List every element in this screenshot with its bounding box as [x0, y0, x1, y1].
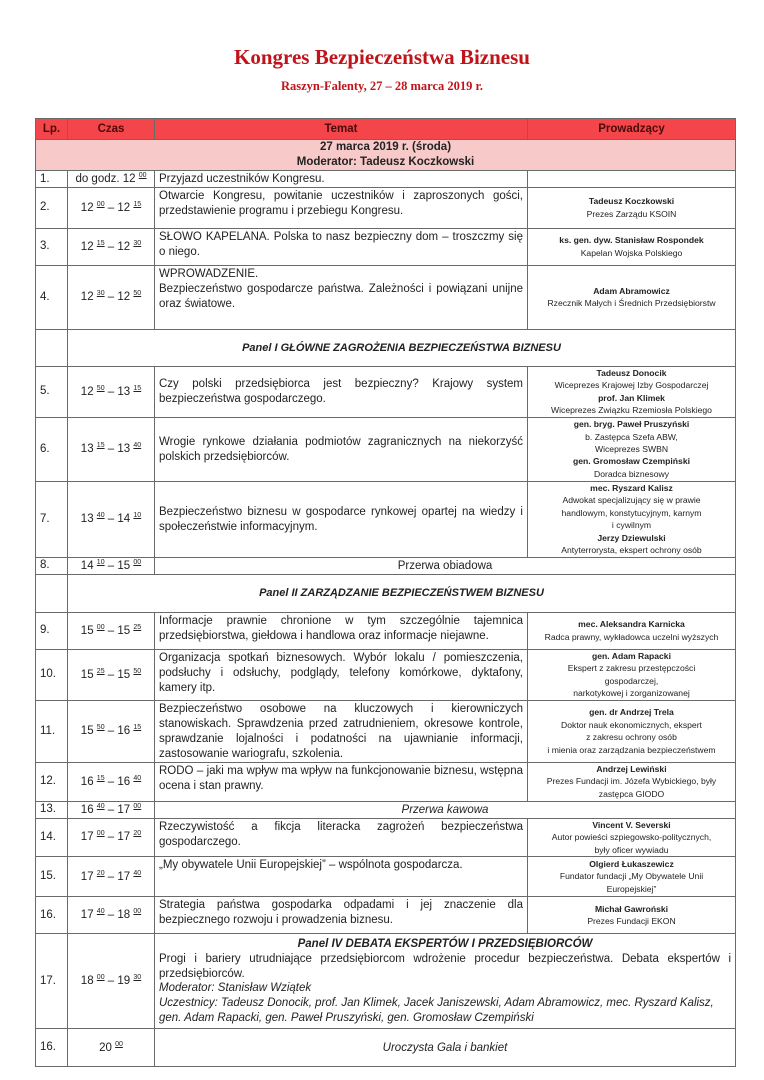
presenter-role: Wiceprezes Związku Rzemiosła Polskiego [551, 405, 712, 416]
panel-title: Panel II ZARZĄDZANIE BEZPIECZEŃSTWEM BIZNESU [68, 574, 736, 612]
row-topic: Strategia państwa gospodarka odpadami i jej znaczenie dla bezpiecznego rozwoju i prowadzenia biznesu. [155, 896, 528, 933]
presenter-name: gen. Gromosław Czempiński [573, 456, 690, 467]
program-table [35, 118, 736, 1067]
presenter-name: ks. gen. dyw. Stanisław Rospondek [559, 235, 704, 246]
day-moderator: Moderator: Tadeusz Koczkowski [296, 156, 475, 168]
row-topic: SŁOWO KAPELANA. Polska to nasz bezpieczny dom – troszczmy się o niego. [155, 228, 528, 265]
row-number: 6. [36, 417, 68, 481]
presenter-role: b. Zastępca Szefa ABW, [585, 431, 678, 442]
row-time: 16 $^{15}$ – 16 $^{40}$ [68, 762, 155, 801]
column-header-temat: Temat [155, 119, 528, 140]
presenter-name: Jerzy Dziewulski [597, 532, 666, 543]
row-number: 10. [36, 649, 68, 700]
table-row [36, 933, 736, 1028]
row-number: 4. [36, 265, 68, 329]
row-number: 3. [36, 228, 68, 265]
presenter-role: zastępca GIODO [598, 788, 665, 799]
row-time: 20 $^{00}$ [68, 1028, 155, 1066]
column-header-prowadzacy: Prowadzący [528, 119, 736, 140]
row-presenter [528, 187, 736, 228]
row-number: 16. [36, 1028, 68, 1066]
presenter-role: Prezes Fundacji im. Józefa Wybickiego, były [546, 776, 717, 787]
presenter-name: Andrzej Lewiński [596, 764, 667, 774]
table-row [36, 856, 736, 896]
row-time: 12 $^{15}$ – 12 $^{30}$ [68, 228, 155, 265]
row-topic: Organizacja spotkań biznesowych. Wybór lokalu / pomieszczenia, podsłuchy i odsłuchy, podglądy, telefony komórkowe, dyktafony, kamery itp. [155, 649, 528, 700]
presenter-name: mec. Aleksandra Karnicka [578, 619, 685, 630]
row-presenter [528, 265, 736, 329]
table-row [36, 818, 736, 856]
table-row [36, 1028, 736, 1066]
row-presenter [528, 171, 736, 188]
row-topic: Bezpieczeństwo biznesu w gospodarce rynkowej opartej na wiedzy i społeczeństwie informacyjnym. [155, 481, 528, 557]
presenter-role: Europejskiej” [606, 883, 657, 894]
presenter-role: Rzecznik Małych i Średnich Przedsiębiorstw [547, 298, 716, 309]
row-topic: RODO – jaki ma wpływ ma wpływ na funkcjonowanie biznesu, wstępna ocena i stan prawny. [155, 762, 528, 801]
row-number: 13. [36, 801, 68, 818]
panel-row [36, 574, 736, 612]
presenter-name: Olgierd Łukaszewicz [589, 858, 674, 869]
presenter-role: Wiceprezes Krajowej Izby Gospodarczej [554, 380, 709, 391]
row-presenter [528, 228, 736, 265]
document-subtitle: Raszyn-Falenty, 27 – 28 marca 2019 r. [280, 79, 484, 93]
presenter-role: Prezes Zarządu KSOIN [586, 208, 677, 219]
table-row [36, 896, 736, 933]
presenter-role: Doktor nauk ekonomicznych, ekspert [561, 719, 702, 730]
presenter-role: Prezes Fundacji EKON [587, 915, 676, 926]
presenter-role: Radca prawny, wykładowca uczelni wyższych [544, 631, 719, 642]
row-time: 17 $^{20}$ – 17 $^{40}$ [68, 856, 155, 896]
presenter-name: Michał Gawroński [594, 903, 669, 914]
row-time: 17 $^{00}$ – 17 $^{20}$ [68, 818, 155, 856]
presenter-role: i mienia oraz zarządzania bezpieczeństwem [547, 744, 716, 755]
row-number: 15. [36, 856, 68, 896]
row-number: 5. [36, 366, 68, 417]
row-presenter [528, 818, 736, 856]
row-time: 16 $^{40}$ – 17 $^{00}$ [68, 801, 155, 818]
row-time: 15 $^{25}$ – 15 $^{50}$ [68, 649, 155, 700]
presenter-role: Wiceprezes SWBN [594, 444, 669, 455]
panel-row [36, 329, 736, 366]
row-time: 14 $^{10}$ – 15 $^{00}$ [68, 557, 155, 574]
presenter-name: prof. Jan Klimek [598, 392, 665, 403]
presenter-role: Ekspert z zakresu przestępczości [567, 663, 696, 674]
row-presenter [528, 649, 736, 700]
row-number: 11. [36, 700, 68, 762]
presenter-name: Adam Abramowicz [593, 285, 670, 296]
presenter-role: Adwokat specjalizujący się w prawie [562, 495, 701, 506]
presenter-role: gospodarczej, [604, 675, 659, 686]
row-topic: Wrogie rynkowe działania podmiotów zagranicznych na niekorzyść polskich przedsiębiorców. [155, 417, 528, 481]
row-number: 1. [36, 171, 68, 188]
row-time: 17 $^{40}$ – 18 $^{00}$ [68, 896, 155, 933]
table-row [36, 265, 736, 329]
table-row [36, 557, 736, 574]
row-time: 15 $^{00}$ – 15 $^{25}$ [68, 612, 155, 649]
row-number: 2. [36, 187, 68, 228]
row-number: 16. [36, 896, 68, 933]
row-time: 13 $^{15}$ – 13 $^{40}$ [68, 417, 155, 481]
document-title: Kongres Bezpieczeństwa Biznesu [234, 45, 530, 69]
table-row [36, 481, 736, 557]
debate-moderator: Moderator: Stanisław Wziątek [159, 982, 312, 995]
row-time: 18 $^{00}$ – 19 $^{30}$ [68, 933, 155, 1028]
row-time: 15 $^{50}$ – 16 $^{15}$ [68, 700, 155, 762]
table-row [36, 612, 736, 649]
topic-text: Progi i bariery utrudniające przedsiębiorcom wdrożenie procedur bezpieczeństwa. Debata ekspertów i przedsiębiorców. [159, 952, 731, 980]
row-topic [155, 265, 528, 329]
row-presenter [528, 856, 736, 896]
table-row [36, 649, 736, 700]
row-topic: Czy polski przedsiębiorca jest bezpieczny? Krajowy system bezpieczeństwa gospodarczego. [155, 366, 528, 417]
break-label: Przerwa obiadowa [155, 557, 736, 574]
row-topic: Przyjazd uczestników Kongresu. [155, 171, 528, 188]
table-row [36, 762, 736, 801]
panel-title: Panel I GŁÓWNE ZAGROŻENIA BEZPIECZEŃSTWA BIZNESU [68, 329, 736, 366]
break-label: Przerwa kawowa [155, 801, 736, 818]
table-header-row [36, 119, 736, 140]
row-presenter [528, 896, 736, 933]
row-presenter [528, 612, 736, 649]
presenter-name: gen. Adam Rapacki [592, 650, 671, 661]
row-topic: Bezpieczeństwo osobowe na kluczowych i kierowniczych stanowiskach. Sprawdzenia przed zatrudnieniem, okresowe kontrole, sprawdzanie lojalności i podatności na ujawnianie informacji, zastosowanie wariografu, szkolenia. [155, 700, 528, 762]
day-header-row [36, 140, 736, 171]
topic-heading: WPROWADZENIE. [159, 267, 259, 280]
presenter-name: gen. bryg. Paweł Pruszyński [573, 419, 690, 430]
presenter-role: handlowym, konstytucyjnym, karnym [561, 507, 702, 518]
row-topic: Rzeczywistość a fikcja literacka zagrożeń bezpieczeństwa gospodarczego. [155, 818, 528, 856]
row-presenter [528, 366, 736, 417]
row-number: 12. [36, 762, 68, 801]
presenter-name: Tadeusz Donocik [596, 367, 667, 378]
table-row [36, 700, 736, 762]
gala-label: Uroczysta Gala i bankiet [155, 1028, 736, 1066]
panel-title: Panel IV DEBATA EKSPERTÓW I PRZEDSIĘBIORCÓW [297, 937, 593, 950]
table-row [36, 801, 736, 818]
day-date: 27 marca 2019 r. (środa) [319, 141, 452, 154]
row-time: 12 $^{00}$ – 12 $^{15}$ [68, 187, 155, 228]
presenter-name: gen. dr Andrzej Trela [589, 707, 674, 718]
row-topic: Otwarcie Kongresu, powitanie uczestników i zaproszonych gości, przedstawienie programu i przebiegu Kongresu. [155, 187, 528, 228]
row-time: 13 $^{40}$ – 14 $^{10}$ [68, 481, 155, 557]
column-header-czas: Czas [68, 119, 155, 140]
day-header [36, 140, 736, 171]
presenter-name: Tadeusz Koczkowski [588, 196, 675, 207]
table-row [36, 417, 736, 481]
row-presenter [528, 700, 736, 762]
topic-text: Bezpieczeństwo gospodarcze państwa. Zależności i powiązani unijne oraz światowe. [159, 282, 523, 310]
row-presenter [528, 762, 736, 801]
presenter-role: były oficer wywiadu [594, 844, 669, 855]
table-row [36, 366, 736, 417]
presenter-role: i cywilnym [611, 520, 652, 531]
row-number: 8. [36, 557, 68, 574]
debate-participants: Uczestnicy: Tadeusz Donocik, prof. Jan Klimek, Jacek Janiszewski, Adam Abramowicz, mec. Ryszard Kalisz, gen. Adam Rapacki, gen. Paweł Pruszyński, gen. Gromosław Czempiński [159, 997, 714, 1025]
table-row [36, 187, 736, 228]
row-presenter [528, 481, 736, 557]
presenter-role: Kapelan Wojska Polskiego [580, 247, 683, 258]
row-number: 17. [36, 933, 68, 1028]
row-time: do godz. 12 $^{00}$ [68, 171, 155, 188]
row-topic: „My obywatele Unii Europejskiej” – wspólnota gospodarcza. [155, 856, 528, 896]
presenter-role: Fundator fundacji „My Obywatele Unii [559, 871, 704, 882]
table-row [36, 171, 736, 188]
presenter-role: Antyterrorysta, ekspert ochrony osób [561, 545, 702, 556]
column-header-lp: Lp. [36, 119, 68, 140]
presenter-name: Vincent V. Severski [592, 819, 671, 830]
presenter-role: Doradca biznesowy [594, 468, 669, 479]
presenter-role: Autor powieści szpiegowsko-politycznych, [551, 832, 712, 843]
row-presenter [528, 417, 736, 481]
presenter-role: z zakresu ochrony osób [586, 732, 677, 743]
row-topic: Informacje prawnie chronione w tym szczególnie tajemnica przedsiębiorstwa, giełdowa i handlowa oraz informacje niejawne. [155, 612, 528, 649]
row-number: 9. [36, 612, 68, 649]
debate-cell [155, 933, 736, 1028]
row-time: 12 $^{30}$ – 12 $^{50}$ [68, 265, 155, 329]
presenter-name: mec. Ryszard Kalisz [590, 482, 673, 493]
row-number: 7. [36, 481, 68, 557]
row-time: 12 $^{50}$ – 13 $^{15}$ [68, 366, 155, 417]
row-number: 14. [36, 818, 68, 856]
presenter-role: narkotykowej i zorganizowanej [573, 688, 690, 699]
table-row [36, 228, 736, 265]
